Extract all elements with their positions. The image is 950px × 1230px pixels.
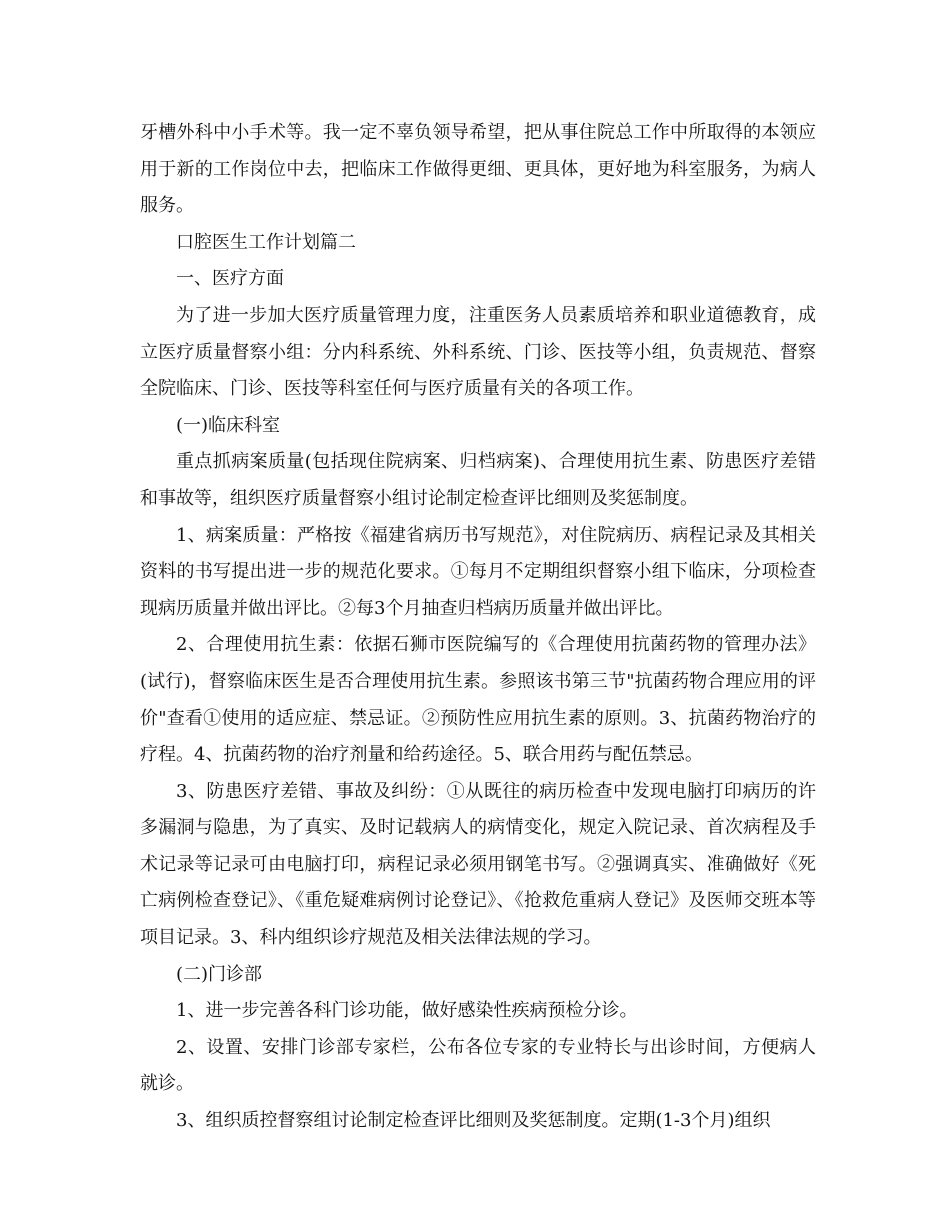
heading-medical-aspects: 一、医疗方面 [176,268,284,290]
paragraph-outpatient-3: 3、组织质控督察组讨论制定检查评比细则及奖惩制度。定期(1-3个月)组织 [176,1110,771,1132]
paragraph-intro-continuation: 牙槽外科中小手术等。我一定不辜负领导希望，把从事住院总工作中所取得的本领应用于新的工作岗位中去，把临床工作做得更细、更具体，更好地为科室服务，为病人服务。 [140,122,816,217]
paragraph-outpatient-2: 2、设置、安排门诊部专家栏，公布各位专家的专业特长与出诊时间，方便病人就诊。 [140,1036,816,1095]
document-body [140,115,816,1140]
heading-outpatient: (二)门诊部 [176,963,263,985]
paragraph-outpatient-1: 1、进一步完善各科门诊功能，做好感染性疾病预检分诊。 [176,1000,638,1022]
paragraph-clinical-focus: 重点抓病案质量(包括现住院病案、归档病案)、合理使用抗生素、防患医疗差错和事故等，组织医疗质量督察小组讨论制定检查评比细则及奖惩制度。 [140,451,816,509]
section-title-plan-two: 口腔医生工作计划篇二 [176,231,356,253]
paragraph-antibiotics: 2、合理使用抗生素：依据石狮市医院编写的《合理使用抗菌药物的管理办法》(试行)，督察临床医生是否合理使用抗生素。参照该书第三节"抗菌药物合理应用的评价"查看①使用的适应症、禁忌证。②预防性应用抗生素的原则。3、抗菌药物治疗的疗程。4、抗菌药物的治疗剂量和给药途径。5、联合用药与配伍禁忌。 [140,634,816,766]
heading-clinical-departments: (一)临床科室 [176,414,281,436]
paragraph-quality-group: 为了进一步加大医疗质量管理力度，注重医务人员素质培养和职业道德教育，成立医疗质量督察小组：分内科系统、外科系统、门诊、医技等小组，负责规范、督察全院临床、门诊、医技等科室任何与医疗质量有关的各项工作。 [140,304,816,400]
paragraph-medical-records: 1、病案质量：严格按《福建省病历书写规范》，对住院病历、病程记录及其相关资料的书写提出进一步的规范化要求。①每月不定期组织督察小组下临床，分项检查现病历质量并做出评比。②每3个月抽查归档病历质量并做出评比。 [140,524,816,619]
paragraph-error-prevention: 3、防患医疗差错、事故及纠纷：①从既往的病历检查中发现电脑打印病历的许多漏洞与隐患，为了真实、及时记载病人的病情变化，规定入院记录、首次病程及手术记录等记录可由电脑打印，病程记录必须用钢笔书写。②强调真实、准确做好《死亡病例检查登记》、《重危疑难病例讨论登记》、《抢救危重病人登记》及医师交班本等项目记录。3、科内组织诊疗规范及相关法律法规的学习。 [140,780,816,949]
